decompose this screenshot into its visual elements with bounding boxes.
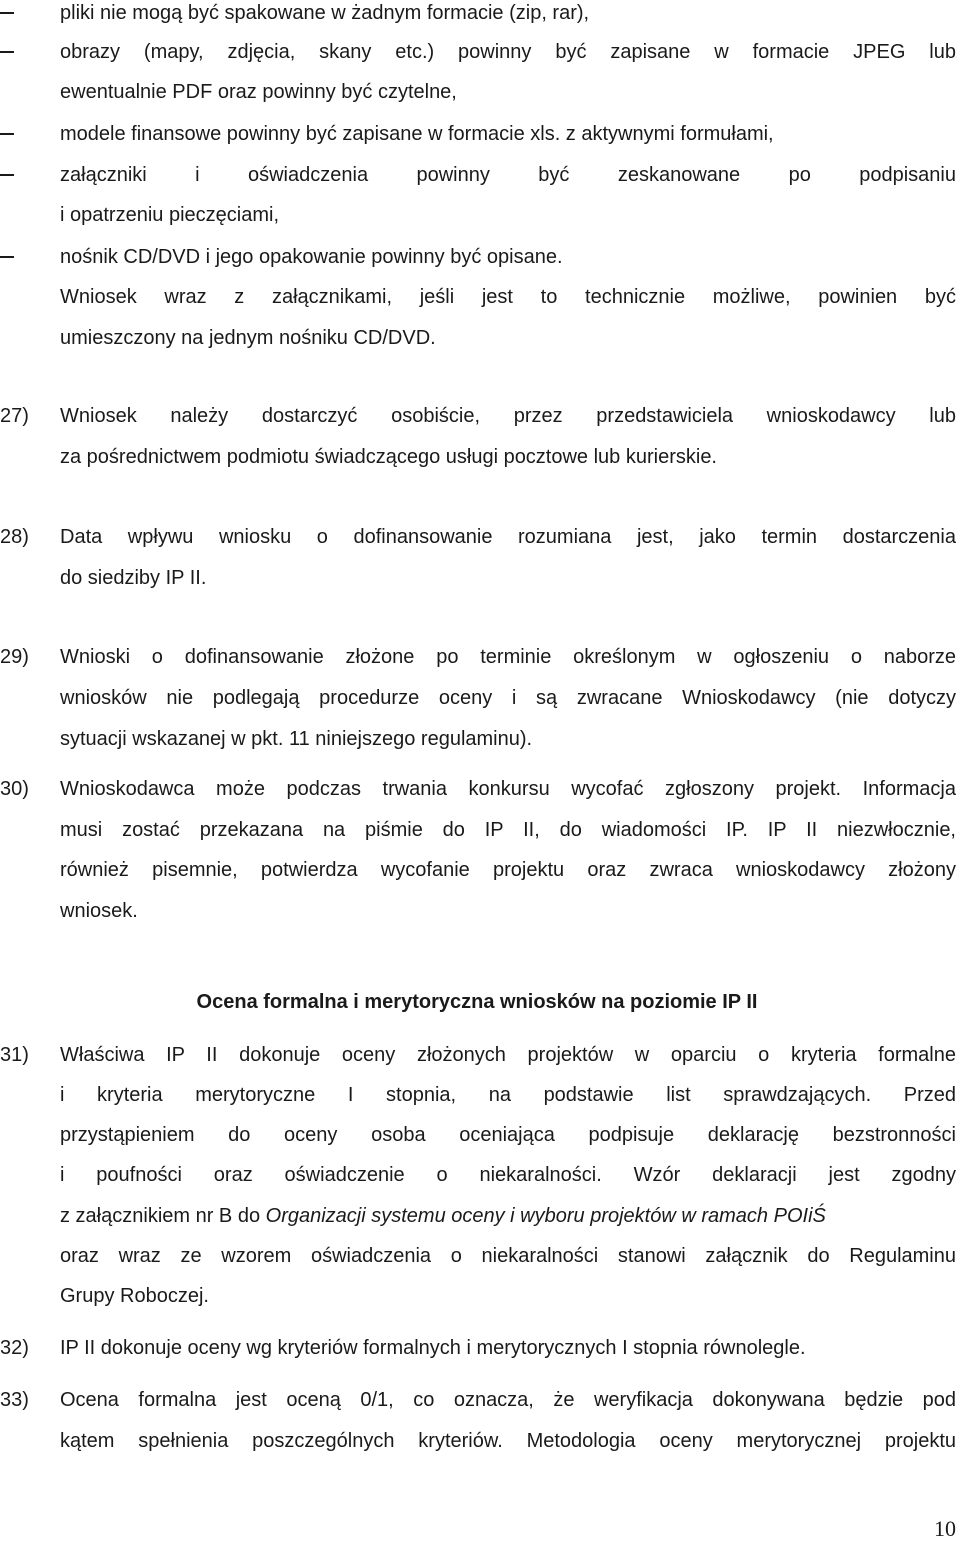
text-line: pliki nie mogą być spakowane w żadnym formacie (zip, rar), bbox=[60, 2, 590, 24]
paragraph-line: IP II dokonuje oceny wg kryteriów formalnych i merytorycznych I stopnia równolegle. bbox=[60, 1337, 806, 1359]
paragraph-line: do siedziby IP II. bbox=[60, 567, 207, 589]
text-line: i opatrzeniu pieczęciami, bbox=[60, 204, 279, 226]
dash-marker bbox=[0, 133, 14, 135]
paragraph-line: sytuacji wskazanej w pkt. 11 niniejszego regulaminu). bbox=[60, 728, 533, 750]
text-line: załączniki i oświadczenia powinny być zeskanowane po podpisaniu bbox=[60, 164, 956, 186]
page-number: 10 bbox=[934, 1516, 956, 1541]
paragraph-line: musi zostać przekazana na piśmie do IP II, do wiadomości IP. IP II niezwłocznie, bbox=[60, 819, 956, 841]
item-number: 31) bbox=[0, 1044, 29, 1066]
text-line: obrazy (mapy, zdjęcia, skany etc.) powinny być zapisane w formacie JPEG lub bbox=[60, 41, 956, 63]
paragraph-line: umieszczony na jednym nośniku CD/DVD. bbox=[60, 327, 436, 349]
line-text: z załącznikiem nr B do bbox=[60, 1205, 266, 1227]
paragraph-line: Grupy Roboczej. bbox=[60, 1285, 209, 1307]
item-number: 27) bbox=[0, 405, 29, 427]
paragraph-line: Wnioskodawca może podczas trwania konkursu wycofać zgłoszony projekt. Informacja bbox=[60, 778, 956, 800]
item-number: 33) bbox=[0, 1389, 29, 1411]
paragraph-line: Właściwa IP II dokonuje oceny złożonych projektów w oparciu o kryteria formalne bbox=[60, 1044, 956, 1066]
paragraph-line: i poufności oraz oświadczenie o niekaralności. Wzór deklaracji jest zgodny bbox=[60, 1164, 956, 1186]
dash-marker bbox=[0, 12, 14, 14]
item-number: 29) bbox=[0, 646, 29, 668]
paragraph-line: Wniosek należy dostarczyć osobiście, przez przedstawiciela wnioskodawcy lub bbox=[60, 405, 956, 427]
text-line: nośnik CD/DVD i jego opakowanie powinny być opisane. bbox=[60, 246, 563, 268]
paragraph-line: i kryteria merytoryczne I stopnia, na podstawie list sprawdzających. Przed bbox=[60, 1084, 956, 1106]
paragraph-line: Data wpływu wniosku o dofinansowanie rozumiana jest, jako termin dostarczenia bbox=[60, 526, 956, 548]
dash-marker bbox=[0, 174, 14, 176]
document-title-italic: Organizacji systemu oceny i wyboru projektów w ramach POIiŚ bbox=[265, 1205, 826, 1227]
item-number: 32) bbox=[0, 1337, 29, 1359]
paragraph-line: Ocena formalna jest oceną 0/1, co oznacza, że weryfikacja dokonywana będzie pod bbox=[60, 1389, 956, 1411]
section-heading: Ocena formalna i merytoryczna wniosków na poziomie IP II bbox=[196, 991, 758, 1013]
text-line: ewentualnie PDF oraz powinny być czytelne, bbox=[60, 81, 457, 103]
paragraph-line bbox=[60, 1196, 956, 1236]
paragraph-line: Wniosek wraz z załącznikami, jeśli jest to technicznie możliwe, powinien być bbox=[60, 286, 956, 308]
paragraph-line: Wnioski o dofinansowanie złożone po terminie określonym w ogłoszeniu o naborze bbox=[60, 646, 956, 668]
text-line: modele finansowe powinny być zapisane w formacie xls. z aktywnymi formułami, bbox=[60, 123, 774, 145]
paragraph-line: kątem spełnienia poszczególnych kryteriów. Metodologia oceny merytorycznej projektu bbox=[60, 1430, 956, 1452]
paragraph-line: wniosek. bbox=[60, 900, 138, 922]
item-number: 28) bbox=[0, 526, 29, 548]
paragraph-line: wniosków nie podlegają procedurze oceny i są zwracane Wnioskodawcy (nie dotyczy bbox=[60, 687, 956, 709]
paragraph-line: przystąpieniem do oceny osoba oceniająca podpisuje deklarację bezstronności bbox=[60, 1124, 956, 1146]
dash-marker bbox=[0, 256, 14, 258]
paragraph-line: oraz wraz ze wzorem oświadczenia o niekaralności stanowi załącznik do Regulaminu bbox=[60, 1245, 956, 1267]
dash-marker bbox=[0, 51, 14, 53]
paragraph-line: za pośrednictwem podmiotu świadczącego usługi pocztowe lub kurierskie. bbox=[60, 446, 717, 468]
item-number: 30) bbox=[0, 778, 29, 800]
paragraph-line: również pisemnie, potwierdza wycofanie projektu oraz zwraca wnioskodawcy złożony bbox=[60, 859, 956, 881]
